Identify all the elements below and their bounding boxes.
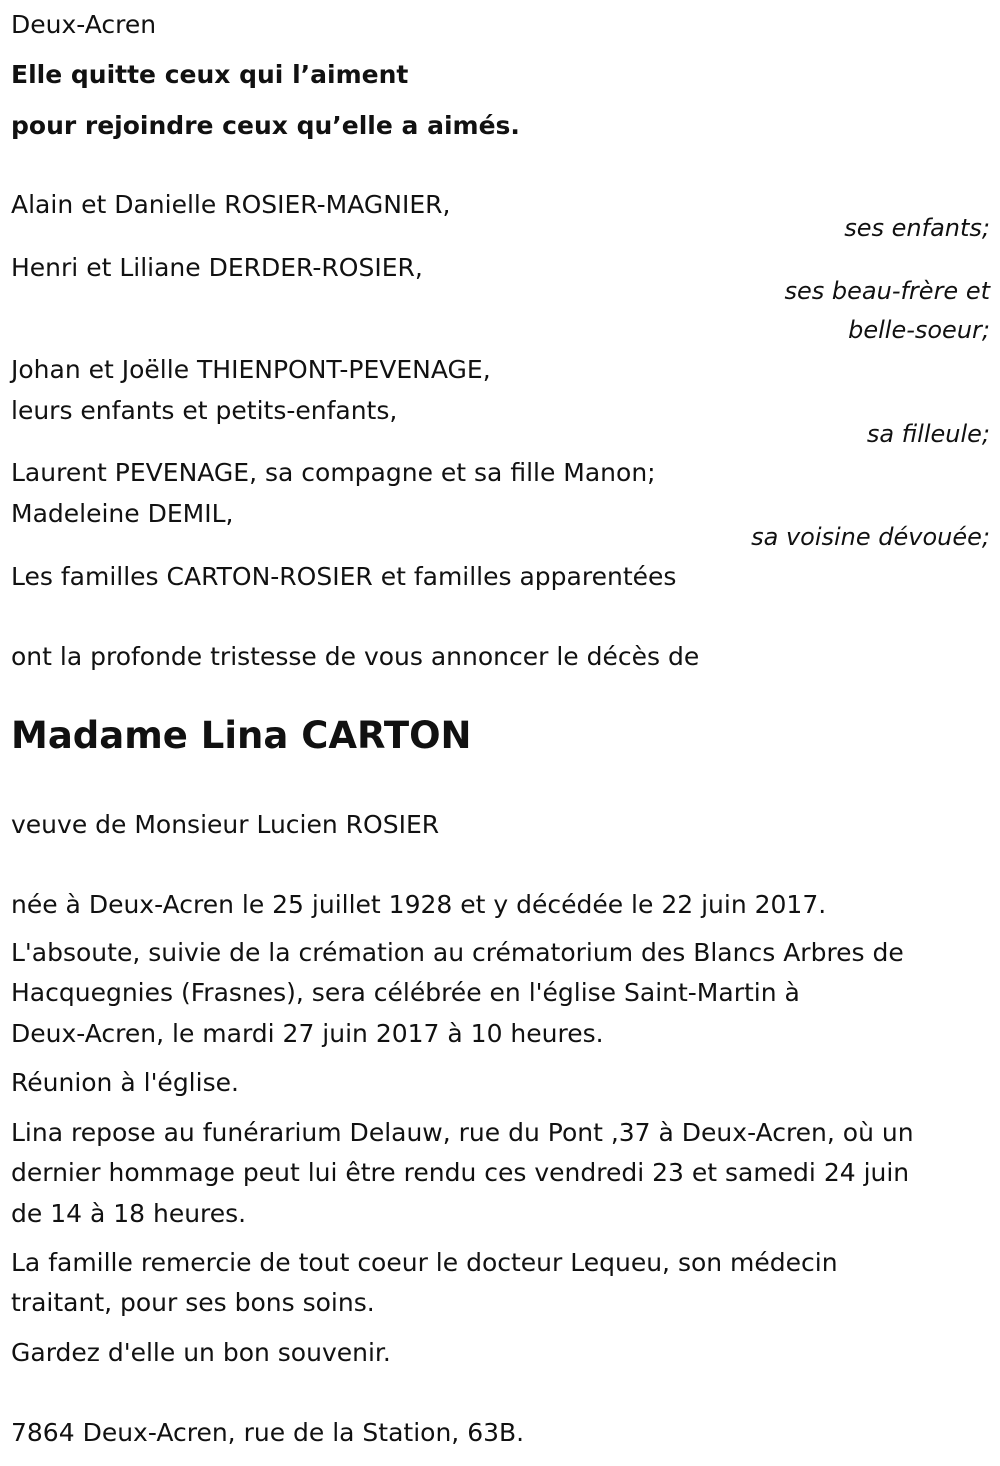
viewing-line-3: de 14 à 18 heures. bbox=[11, 1199, 247, 1228]
ceremony-line-2: Hacquegnies (Frasnes), sera célébrée en l'église Saint-Martin à bbox=[11, 978, 800, 1007]
family-derder-rosier: Henri et Liliane DERDER-ROSIER, bbox=[11, 253, 423, 282]
address: 7864 Deux-Acren, rue de la Station, 63B. bbox=[11, 1418, 525, 1447]
ceremony-line-1: L'absoute, suivie de la crémation au crématorium des Blancs Arbres de bbox=[11, 938, 904, 967]
announcement: ont la profonde tristesse de vous annoncer le décès de bbox=[11, 642, 700, 671]
family-rosier-magnier: Alain et Danielle ROSIER-MAGNIER, bbox=[11, 190, 451, 219]
location: Deux-Acren bbox=[11, 10, 157, 39]
quote-line-1: Elle quitte ceux qui l’aiment bbox=[11, 60, 409, 89]
role-inlaws-line-1: ses beau-frère et bbox=[784, 277, 990, 305]
role-neighbour: sa voisine dévouée; bbox=[751, 523, 990, 551]
role-goddaughter: sa filleule; bbox=[866, 420, 990, 448]
widow-of: veuve de Monsieur Lucien ROSIER bbox=[11, 810, 440, 839]
closing: Gardez d'elle un bon souvenir. bbox=[11, 1338, 391, 1367]
family-thienpont: Johan et Joëlle THIENPONT-PEVENAGE, bbox=[11, 355, 491, 384]
role-inlaws-line-2: belle-soeur; bbox=[848, 316, 990, 344]
family-thienpont-children: leurs enfants et petits-enfants, bbox=[11, 396, 398, 425]
meeting: Réunion à l'église. bbox=[11, 1068, 239, 1097]
family-demil: Madeleine DEMIL, bbox=[11, 499, 234, 528]
deceased-name: Madame Lina CARTON bbox=[11, 714, 472, 757]
family-pevenage: Laurent PEVENAGE, sa compagne et sa fille Manon; bbox=[11, 458, 656, 487]
quote-line-2: pour rejoindre ceux qu’elle a aimés. bbox=[11, 111, 520, 140]
ceremony-line-3: Deux-Acren, le mardi 27 juin 2017 à 10 heures. bbox=[11, 1019, 604, 1048]
thanks-line-1: La famille remercie de tout coeur le docteur Lequeu, son médecin bbox=[11, 1248, 838, 1277]
family-carton-rosier: Les familles CARTON-ROSIER et familles apparentées bbox=[11, 562, 677, 591]
role-children: ses enfants; bbox=[844, 214, 990, 242]
viewing-line-1: Lina repose au funérarium Delauw, rue du Pont ,37 à Deux-Acren, où un bbox=[11, 1118, 914, 1147]
birth-death: née à Deux-Acren le 25 juillet 1928 et y décédée le 22 juin 2017. bbox=[11, 890, 827, 919]
thanks-line-2: traitant, pour ses bons soins. bbox=[11, 1288, 375, 1317]
viewing-line-2: dernier hommage peut lui être rendu ces vendredi 23 et samedi 24 juin bbox=[11, 1158, 910, 1187]
